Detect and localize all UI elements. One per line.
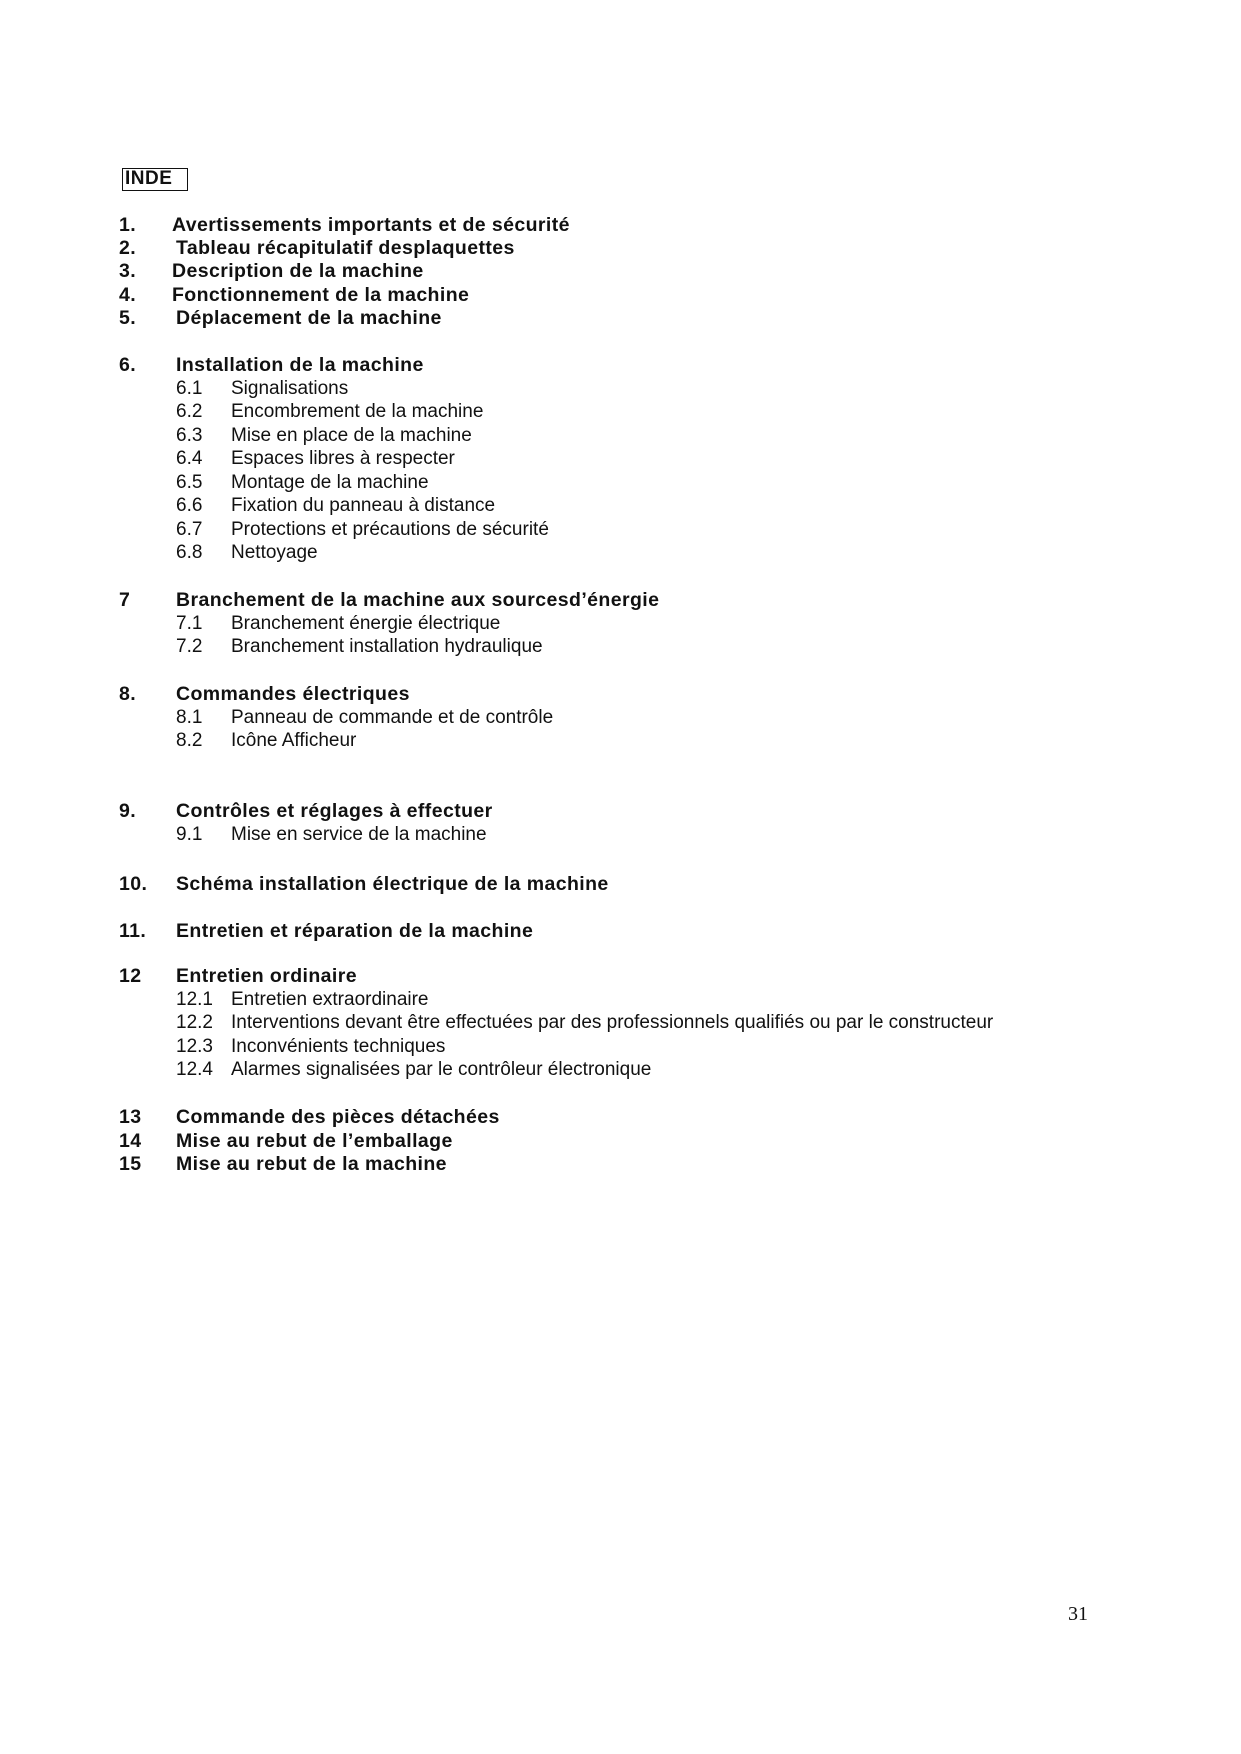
toc-title: Tableau récapitulatif desplaquettes [176, 237, 515, 259]
toc-subtitle: Inconvénients techniques [231, 1036, 446, 1057]
toc-title: Fonctionnement de la machine [172, 284, 470, 306]
toc-subnumber: 12.4 [176, 1059, 213, 1080]
toc-number: 8. [119, 683, 137, 705]
toc-subnumber: 6.2 [176, 401, 203, 422]
toc-title: Commande des pièces détachées [176, 1106, 500, 1128]
toc-title: Branchement de la machine aux sourcesd’énergie [176, 589, 660, 611]
toc-number: 15 [119, 1153, 142, 1175]
toc-subnumber: 7.2 [176, 636, 203, 657]
toc-subnumber: 6.8 [176, 542, 203, 563]
toc-subtitle: Espaces libres à respecter [231, 448, 455, 469]
toc-subtitle: Montage de la machine [231, 472, 429, 493]
toc-subnumber: 9.1 [176, 824, 203, 845]
toc-subnumber: 8.2 [176, 730, 203, 751]
toc-title: Avertissements importants et de sécurité [172, 214, 570, 236]
toc-title: Commandes électriques [176, 683, 410, 705]
toc-subnumber: 12.3 [176, 1036, 213, 1057]
toc-subtitle: Fixation du panneau à distance [231, 495, 496, 516]
toc-subtitle: Encombrement de la machine [231, 401, 484, 422]
toc-title: Installation de la machine [176, 354, 424, 376]
toc-subtitle: Branchement énergie électrique [231, 613, 501, 634]
toc-subtitle: Panneau de commande et de contrôle [231, 707, 554, 728]
toc-subnumber: 8.1 [176, 707, 203, 728]
toc-number: 11. [119, 920, 147, 942]
toc-subnumber: 12.2 [176, 1012, 213, 1033]
toc-subtitle: Mise en service de la machine [231, 824, 487, 845]
toc-subtitle: Entretien extraordinaire [231, 989, 429, 1010]
toc-number: 4. [119, 284, 137, 306]
toc-title: Entretien ordinaire [176, 965, 357, 987]
toc-subnumber: 6.3 [176, 425, 203, 446]
toc-subnumber: 7.1 [176, 613, 203, 634]
toc-subnumber: 6.5 [176, 472, 203, 493]
toc-number: 9. [119, 800, 137, 822]
toc-subtitle: Protections et précautions de sécurité [231, 519, 549, 540]
toc-number: 14 [119, 1130, 142, 1152]
toc-subtitle: Alarmes signalisées par le contrôleur électronique [231, 1059, 652, 1080]
toc-number: 1. [119, 214, 137, 236]
toc-number: 10. [119, 873, 148, 895]
toc-subtitle: Mise en place de la machine [231, 425, 472, 446]
toc-title: Déplacement de la machine [176, 307, 442, 329]
page-number: 31 [1068, 1603, 1088, 1625]
toc-number: 7 [119, 589, 131, 611]
toc-subnumber: 6.1 [176, 378, 203, 399]
toc-number: 13 [119, 1106, 142, 1128]
toc-subtitle: Branchement installation hydraulique [231, 636, 543, 657]
toc-title: Mise au rebut de la machine [176, 1153, 447, 1175]
toc-subnumber: 6.7 [176, 519, 203, 540]
toc-title: Schéma installation électrique de la machine [176, 873, 609, 895]
toc-number: 12 [119, 965, 142, 987]
toc-title: Description de la machine [172, 260, 424, 282]
toc-title: Contrôles et réglages à effectuer [176, 800, 493, 822]
toc-subnumber: 6.6 [176, 495, 203, 516]
toc-number: 3. [119, 260, 137, 282]
toc-title: Mise au rebut de l’emballage [176, 1130, 453, 1152]
toc-title: Entretien et réparation de la machine [176, 920, 534, 942]
toc-subtitle: Icône Afficheur [231, 730, 357, 751]
toc-subnumber: 12.1 [176, 989, 213, 1010]
toc-subtitle: Signalisations [231, 378, 349, 399]
toc-number: 5. [119, 307, 137, 329]
index-title: INDE [122, 168, 188, 191]
toc-number: 2. [119, 237, 137, 259]
toc-subnumber: 6.4 [176, 448, 203, 469]
toc-number: 6. [119, 354, 137, 376]
toc-subtitle: Nettoyage [231, 542, 318, 563]
toc-subtitle: Interventions devant être effectuées par des professionnels qualifiés ou par le constructeur [231, 1012, 994, 1033]
